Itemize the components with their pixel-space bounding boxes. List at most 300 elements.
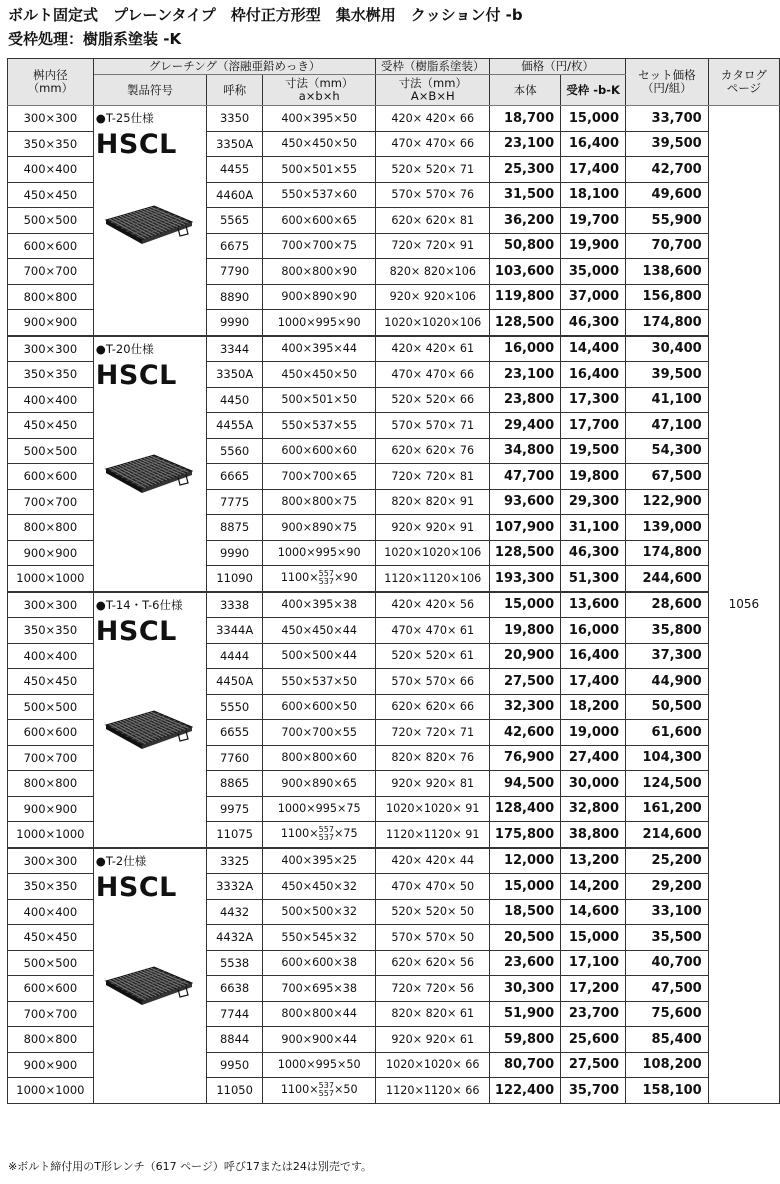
grating-dim-top: 537: [318, 1081, 334, 1091]
cell-frame-price: 19,900: [561, 233, 626, 259]
cell-grating-dim: 600×600×65: [263, 208, 376, 234]
cell-frame-price: 16,400: [561, 362, 626, 388]
spec-label: ●T-25仕様: [95, 111, 154, 125]
cell-nominal: 11050: [207, 1078, 263, 1104]
cell-body-price: 122,400: [490, 1078, 561, 1104]
cell-masu-size: 900×900: [8, 1052, 94, 1078]
cell-body-price: 59,800: [490, 1027, 561, 1053]
cell-masu-size: 350×350: [8, 618, 94, 644]
cell-grating-dim: 500×501×50: [263, 387, 376, 413]
cell-nominal: 9950: [207, 1052, 263, 1078]
cell-frame-price: 17,200: [561, 976, 626, 1002]
cell-frame-price: 19,500: [561, 438, 626, 464]
cell-grating-dim: 600×600×38: [263, 950, 376, 976]
cell-body-price: 107,900: [490, 515, 561, 541]
cell-nominal: 3344: [207, 336, 263, 362]
cell-body-price: 47,700: [490, 464, 561, 490]
cell-frame-price: 25,600: [561, 1027, 626, 1053]
cell-frame-dim: 720× 720× 81: [376, 464, 490, 490]
cell-nominal: 5550: [207, 694, 263, 720]
cell-masu-size: 500×500: [8, 208, 94, 234]
grating-dim-fraction: [319, 1082, 334, 1098]
cell-body-price: 29,400: [490, 413, 561, 439]
cell-set-price: 244,600: [626, 566, 709, 592]
cell-nominal: 3325: [207, 848, 263, 874]
grating-dim-bottom: 557: [318, 1089, 334, 1099]
cell-grating-dim: 900×900×44: [263, 1027, 376, 1053]
cell-masu-size: 1000×1000: [8, 566, 94, 592]
table-body: [8, 106, 780, 1104]
cell-frame-price: 27,400: [561, 745, 626, 771]
cell-set-price: 37,300: [626, 643, 709, 669]
cell-body-price: 51,900: [490, 1001, 561, 1027]
cell-frame-dim: 470× 470× 66: [376, 362, 490, 388]
cell-set-price: 30,400: [626, 336, 709, 362]
cell-set-price: 33,100: [626, 899, 709, 925]
cell-body-price: 12,000: [490, 848, 561, 874]
cell-body-price: 23,100: [490, 362, 561, 388]
spec-label: ●T-2仕様: [95, 853, 147, 868]
cell-masu-size: 700×700: [8, 489, 94, 515]
cell-set-price: 35,500: [626, 925, 709, 951]
cell-nominal: 7775: [207, 489, 263, 515]
cell-body-price: 50,800: [490, 233, 561, 259]
cell-masu-size: 450×450: [8, 925, 94, 951]
cell-set-price: 214,600: [626, 822, 709, 848]
brand-label: HSCL: [95, 129, 177, 160]
cell-nominal: 9990: [207, 310, 263, 336]
cell-body-price: 193,300: [490, 566, 561, 592]
cell-masu-size: 350×350: [8, 362, 94, 388]
cell-body-price: 23,100: [490, 131, 561, 157]
cell-frame-dim: 920× 920× 61: [376, 1027, 490, 1053]
cell-frame-dim: 620× 620× 56: [376, 950, 490, 976]
cell-set-price: 139,000: [626, 515, 709, 541]
cell-frame-price: 17,400: [561, 157, 626, 183]
cell-set-price: 49,600: [626, 182, 709, 208]
cell-frame-dim: 720× 720× 71: [376, 720, 490, 746]
header-frame-group: 受枠（樹脂系塗装）: [376, 59, 490, 75]
cell-nominal: 6675: [207, 233, 263, 259]
cell-frame-price: 14,200: [561, 874, 626, 900]
cell-body-price: 23,600: [490, 950, 561, 976]
cell-nominal: 4432A: [207, 925, 263, 951]
cell-grating-dim: 800×800×60: [263, 745, 376, 771]
header-price-group: 価格（円/枚）: [490, 59, 626, 75]
cell-set-price: 158,100: [626, 1078, 709, 1104]
cell-set-price: 70,700: [626, 233, 709, 259]
cell-body-price: 31,500: [490, 182, 561, 208]
cell-grating-dim: 1000×995×50: [263, 1052, 376, 1078]
cell-nominal: 3350A: [207, 362, 263, 388]
cell-set-price: 104,300: [626, 745, 709, 771]
cell-nominal: 4450: [207, 387, 263, 413]
cell-frame-price: 14,600: [561, 899, 626, 925]
cell-nominal: 9990: [207, 540, 263, 566]
header-set-price: セット価格 （円/組）: [626, 59, 709, 106]
cell-frame-dim: 1120×1120×106: [376, 566, 490, 592]
product-code-cell: [93, 848, 206, 1104]
cell-nominal: 3332A: [207, 874, 263, 900]
grating-dim-prefix: 1100×: [280, 1083, 319, 1097]
cell-masu-size: 700×700: [8, 1001, 94, 1027]
cell-frame-dim: 470× 470× 61: [376, 618, 490, 644]
cell-frame-price: 29,300: [561, 489, 626, 515]
grating-dim-suffix: ×75: [333, 827, 358, 841]
cell-body-price: 19,800: [490, 618, 561, 644]
cell-masu-size: 800×800: [8, 771, 94, 797]
grating-dim-bottom: 537: [318, 833, 334, 843]
cell-set-price: 108,200: [626, 1052, 709, 1078]
cell-frame-dim: 820× 820× 61: [376, 1001, 490, 1027]
cell-masu-size: 400×400: [8, 387, 94, 413]
brand-label: HSCL: [95, 871, 177, 903]
cell-set-price: 39,500: [626, 131, 709, 157]
cell-masu-size: 400×400: [8, 643, 94, 669]
cell-frame-dim: 1120×1120× 91: [376, 822, 490, 848]
cell-masu-size: 600×600: [8, 720, 94, 746]
cell-grating-dim: 700×700×75: [263, 233, 376, 259]
cell-body-price: 20,500: [490, 925, 561, 951]
cell-set-price: 33,700: [626, 106, 709, 132]
cell-frame-price: 18,100: [561, 182, 626, 208]
cell-nominal: 7760: [207, 745, 263, 771]
cell-grating-dim: 500×501×55: [263, 157, 376, 183]
cell-frame-price: 13,600: [561, 592, 626, 618]
cell-set-price: 47,100: [626, 413, 709, 439]
cell-body-price: 175,800: [490, 822, 561, 848]
cell-masu-size: 450×450: [8, 182, 94, 208]
cell-frame-price: 46,300: [561, 540, 626, 566]
cell-frame-dim: 620× 620× 66: [376, 694, 490, 720]
cell-frame-dim: 820× 820× 91: [376, 489, 490, 515]
cell-masu-size: 800×800: [8, 284, 94, 310]
cell-body-price: 16,000: [490, 336, 561, 362]
cell-grating-dim: 700×700×55: [263, 720, 376, 746]
cell-frame-dim: 620× 620× 76: [376, 438, 490, 464]
cell-set-price: 42,700: [626, 157, 709, 183]
cell-frame-dim: 520× 520× 50: [376, 899, 490, 925]
cell-body-price: 119,800: [490, 284, 561, 310]
cell-body-price: 76,900: [490, 745, 561, 771]
cell-masu-size: 450×450: [8, 413, 94, 439]
cell-set-price: 47,500: [626, 976, 709, 1002]
cell-frame-price: 51,300: [561, 566, 626, 592]
cell-body-price: 18,700: [490, 106, 561, 132]
cell-frame-price: 17,100: [561, 950, 626, 976]
cell-body-price: 32,300: [490, 694, 561, 720]
cell-body-price: 36,200: [490, 208, 561, 234]
cell-set-price: 55,900: [626, 208, 709, 234]
cell-frame-price: 37,000: [561, 284, 626, 310]
header-masu-size: 桝内径 （mm）: [8, 59, 94, 106]
cell-grating-dim: 550×537×55: [263, 413, 376, 439]
cell-masu-size: 700×700: [8, 259, 94, 285]
cell-nominal: 5538: [207, 950, 263, 976]
cell-body-price: 128,500: [490, 540, 561, 566]
cell-frame-price: 14,400: [561, 336, 626, 362]
cell-grating-dim: 550×545×32: [263, 925, 376, 951]
cell-frame-dim: 570× 570× 71: [376, 413, 490, 439]
cell-frame-dim: 470× 470× 50: [376, 874, 490, 900]
cell-body-price: 20,900: [490, 643, 561, 669]
cell-frame-dim: 920× 920× 81: [376, 771, 490, 797]
cell-nominal: 6638: [207, 976, 263, 1002]
cell-masu-size: 600×600: [8, 464, 94, 490]
cell-frame-dim: 1020×1020× 91: [376, 796, 490, 822]
header-grating-group: グレーチング（溶融亜鉛めっき）: [93, 59, 376, 75]
cell-grating-dim: 800×800×75: [263, 489, 376, 515]
cell-nominal: 4455: [207, 157, 263, 183]
cell-nominal: 8890: [207, 284, 263, 310]
cell-frame-dim: 520× 520× 61: [376, 643, 490, 669]
cell-frame-dim: 1020×1020×106: [376, 540, 490, 566]
cell-grating-dim: 900×890×90: [263, 284, 376, 310]
cell-body-price: 15,000: [490, 592, 561, 618]
cell-masu-size: 400×400: [8, 899, 94, 925]
cell-frame-price: 16,000: [561, 618, 626, 644]
cell-nominal: 4455A: [207, 413, 263, 439]
cell-masu-size: 800×800: [8, 1027, 94, 1053]
table-row: [8, 592, 780, 618]
cell-frame-dim: 420× 420× 61: [376, 336, 490, 362]
cell-grating-dim: 550×537×50: [263, 669, 376, 695]
cell-frame-dim: 920× 920× 91: [376, 515, 490, 541]
grating-image: [102, 198, 194, 252]
cell-masu-size: 500×500: [8, 950, 94, 976]
cell-set-price: 122,900: [626, 489, 709, 515]
cell-nominal: 4444: [207, 643, 263, 669]
cell-masu-size: 450×450: [8, 669, 94, 695]
table-row: [8, 848, 780, 874]
cell-masu-size: 300×300: [8, 848, 94, 874]
cell-set-price: 41,100: [626, 387, 709, 413]
grating-dim-bottom: 537: [318, 577, 334, 587]
cell-body-price: 128,400: [490, 796, 561, 822]
cell-frame-dim: 420× 420× 44: [376, 848, 490, 874]
cell-masu-size: 1000×1000: [8, 822, 94, 848]
cell-masu-size: 600×600: [8, 976, 94, 1002]
cell-masu-size: 700×700: [8, 745, 94, 771]
cell-frame-dim: 820× 820×106: [376, 259, 490, 285]
cell-frame-dim: 720× 720× 56: [376, 976, 490, 1002]
cell-grating-dim: 1000×995×75: [263, 796, 376, 822]
cell-body-price: 30,300: [490, 976, 561, 1002]
cell-masu-size: 400×400: [8, 157, 94, 183]
cell-frame-price: 19,000: [561, 720, 626, 746]
cell-frame-price: 46,300: [561, 310, 626, 336]
cell-frame-price: 18,200: [561, 694, 626, 720]
cell-grating-dim: 400×395×44: [263, 336, 376, 362]
cell-grating-dim: 400×395×38: [263, 592, 376, 618]
cell-frame-dim: 1020×1020×106: [376, 310, 490, 336]
table-row: [8, 106, 780, 132]
cell-masu-size: 900×900: [8, 796, 94, 822]
cell-nominal: 3344A: [207, 618, 263, 644]
cell-set-price: 124,500: [626, 771, 709, 797]
cell-masu-size: 350×350: [8, 131, 94, 157]
cell-frame-price: 19,800: [561, 464, 626, 490]
product-code-cell: [93, 336, 206, 592]
grating-dim-suffix: ×90: [333, 571, 358, 585]
cell-grating-dim: 500×500×44: [263, 643, 376, 669]
header-grating-dim: 寸法（mm） a×b×h: [263, 75, 376, 106]
cell-grating-dim: 450×450×50: [263, 131, 376, 157]
cell-frame-price: 17,400: [561, 669, 626, 695]
header-product-code: 製品符号: [93, 75, 206, 106]
cell-set-price: 54,300: [626, 438, 709, 464]
cell-body-price: 128,500: [490, 310, 561, 336]
cell-frame-price: 19,700: [561, 208, 626, 234]
cell-set-price: 61,600: [626, 720, 709, 746]
cell-nominal: 3350A: [207, 131, 263, 157]
cell-nominal: 5565: [207, 208, 263, 234]
brand-label: HSCL: [95, 359, 177, 391]
cell-nominal: 4432: [207, 899, 263, 925]
cell-frame-price: 15,000: [561, 925, 626, 951]
cell-grating-dim: 550×537×60: [263, 182, 376, 208]
cell-frame-dim: 920× 920×106: [376, 284, 490, 310]
cell-masu-size: 900×900: [8, 310, 94, 336]
cell-grating-dim: [263, 566, 376, 592]
cell-nominal: 6665: [207, 464, 263, 490]
page-title: ボルト固定式 プレーンタイプ 枠付正方形型 集水桝用 クッション付 -b: [8, 6, 523, 24]
cell-body-price: 34,800: [490, 438, 561, 464]
cell-body-price: 103,600: [490, 259, 561, 285]
cell-frame-dim: 720× 720× 91: [376, 233, 490, 259]
grating-dim-top: 557: [318, 825, 334, 835]
cell-set-price: 156,800: [626, 284, 709, 310]
cell-set-price: 161,200: [626, 796, 709, 822]
cell-masu-size: 800×800: [8, 515, 94, 541]
cell-frame-dim: 570× 570× 50: [376, 925, 490, 951]
cell-frame-price: 23,700: [561, 1001, 626, 1027]
grating-image: [102, 703, 194, 757]
cell-grating-dim: 450×450×32: [263, 874, 376, 900]
cell-set-price: 25,200: [626, 848, 709, 874]
cell-grating-dim: 1000×995×90: [263, 540, 376, 566]
cell-masu-size: 500×500: [8, 438, 94, 464]
cell-body-price: 25,300: [490, 157, 561, 183]
cell-frame-price: 13,200: [561, 848, 626, 874]
cell-set-price: 75,600: [626, 1001, 709, 1027]
cell-nominal: 8875: [207, 515, 263, 541]
cell-frame-dim: 620× 620× 81: [376, 208, 490, 234]
cell-frame-dim: 520× 520× 71: [376, 157, 490, 183]
cell-grating-dim: 900×890×65: [263, 771, 376, 797]
cell-grating-dim: [263, 1078, 376, 1104]
cell-set-price: 28,600: [626, 592, 709, 618]
cell-frame-dim: 1020×1020× 66: [376, 1052, 490, 1078]
cell-masu-size: 600×600: [8, 233, 94, 259]
cell-nominal: 8844: [207, 1027, 263, 1053]
cell-frame-price: 38,800: [561, 822, 626, 848]
cell-grating-dim: 1000×995×90: [263, 310, 376, 336]
cell-frame-price: 16,400: [561, 643, 626, 669]
cell-grating-dim: 400×395×50: [263, 106, 376, 132]
cell-set-price: 174,800: [626, 310, 709, 336]
cell-masu-size: 300×300: [8, 336, 94, 362]
header-catalog-page: カタログ ページ: [708, 59, 779, 106]
cell-grating-dim: 500×500×32: [263, 899, 376, 925]
cell-set-price: 40,700: [626, 950, 709, 976]
grating-dim-suffix: ×50: [333, 1083, 358, 1097]
cell-frame-price: 27,500: [561, 1052, 626, 1078]
spec-label: ●T-14・T-6仕様: [95, 597, 183, 612]
cell-masu-size: 300×300: [8, 106, 94, 132]
grating-image: [102, 447, 194, 501]
cell-set-price: 85,400: [626, 1027, 709, 1053]
cell-frame-price: 30,000: [561, 771, 626, 797]
grating-dim-prefix: 1100×: [280, 571, 319, 585]
cell-catalog-page: 1056: [708, 106, 779, 1104]
cell-set-price: 35,800: [626, 618, 709, 644]
cell-frame-dim: 820× 820× 76: [376, 745, 490, 771]
cell-frame-price: 35,000: [561, 259, 626, 285]
cell-nominal: 5560: [207, 438, 263, 464]
cell-body-price: 18,500: [490, 899, 561, 925]
cell-grating-dim: 400×395×25: [263, 848, 376, 874]
cell-grating-dim: 800×800×44: [263, 1001, 376, 1027]
cell-set-price: 29,200: [626, 874, 709, 900]
table-row: [8, 336, 780, 362]
cell-nominal: 7744: [207, 1001, 263, 1027]
cell-frame-price: 17,700: [561, 413, 626, 439]
cell-frame-dim: 420× 420× 56: [376, 592, 490, 618]
price-table: [7, 58, 780, 1104]
page-subtitle: 受枠処理：樹脂系塗装 -K: [8, 30, 182, 48]
cell-frame-dim: 1120×1120× 66: [376, 1078, 490, 1104]
cell-frame-price: 17,300: [561, 387, 626, 413]
cell-nominal: 9975: [207, 796, 263, 822]
cell-grating-dim: 450×450×50: [263, 362, 376, 388]
cell-frame-dim: 520× 520× 66: [376, 387, 490, 413]
cell-frame-dim: 420× 420× 66: [376, 106, 490, 132]
header-nominal: 呼称: [207, 75, 263, 106]
cell-grating-dim: [263, 822, 376, 848]
product-code-cell: [93, 592, 206, 848]
cell-grating-dim: 700×695×38: [263, 976, 376, 1002]
cell-frame-dim: 470× 470× 66: [376, 131, 490, 157]
header-frame-dim: 寸法（mm） A×B×H: [376, 75, 490, 106]
grating-dim-prefix: 1100×: [280, 827, 319, 841]
header-body-price: 本体: [490, 75, 561, 106]
header-frame-price: 受枠 -b-K: [561, 75, 626, 106]
cell-frame-price: 15,000: [561, 106, 626, 132]
cell-body-price: 94,500: [490, 771, 561, 797]
cell-frame-dim: 570× 570× 66: [376, 669, 490, 695]
cell-masu-size: 350×350: [8, 874, 94, 900]
cell-body-price: 27,500: [490, 669, 561, 695]
cell-frame-price: 35,700: [561, 1078, 626, 1104]
footnote: ※ボルト締付用のT形レンチ（617 ページ）呼び17または24は別売です。: [8, 1160, 373, 1173]
cell-nominal: 3338: [207, 592, 263, 618]
cell-masu-size: 300×300: [8, 592, 94, 618]
cell-set-price: 50,500: [626, 694, 709, 720]
cell-masu-size: 500×500: [8, 694, 94, 720]
cell-nominal: 3350: [207, 106, 263, 132]
cell-grating-dim: 600×600×60: [263, 438, 376, 464]
grating-image: [102, 959, 194, 1013]
spec-label: ●T-20仕様: [95, 341, 154, 356]
cell-grating-dim: 900×890×75: [263, 515, 376, 541]
cell-frame-price: 31,100: [561, 515, 626, 541]
cell-set-price: 174,800: [626, 540, 709, 566]
product-code-cell: [93, 106, 206, 336]
cell-masu-size: 1000×1000: [8, 1078, 94, 1104]
cell-set-price: 44,900: [626, 669, 709, 695]
cell-frame-price: 32,800: [561, 796, 626, 822]
